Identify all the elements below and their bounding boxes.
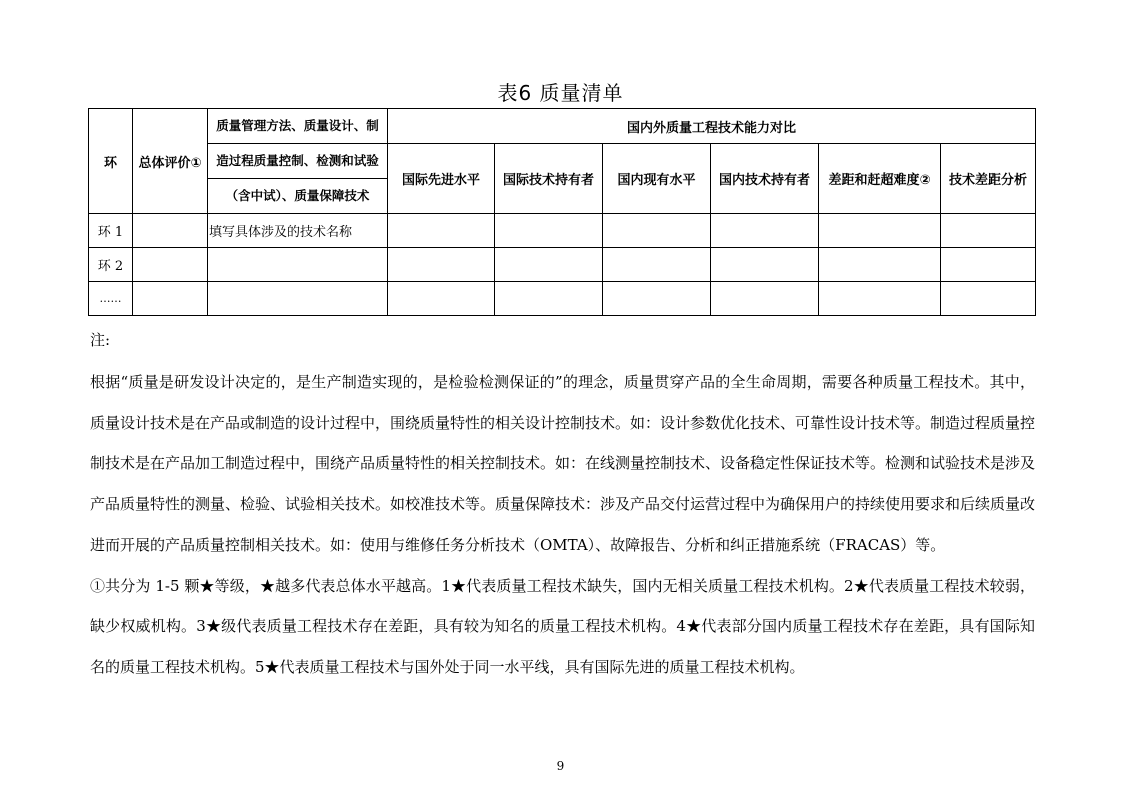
notes-section (90, 322, 1035, 688)
row-cell (711, 282, 819, 316)
row-overall-cell (133, 248, 208, 282)
row-cell (388, 282, 495, 316)
header-intl-tech-holder: 国际技术持有者 (495, 144, 603, 214)
quality-list-table (88, 108, 1036, 316)
row-overall-cell (133, 214, 208, 248)
table-row (89, 282, 1036, 316)
header-domestic-tech-holder: 国内技术持有者 (711, 144, 819, 214)
row-cell (941, 214, 1036, 248)
header-domestic-level: 国内现有水平 (603, 144, 711, 214)
table-title: 表6 质量清单 (497, 81, 624, 105)
header-comparison-group: 国内外质量工程技术能力对比 (388, 109, 1036, 144)
row-cell (941, 282, 1036, 316)
header-intl-advanced-level: 国际先进水平 (388, 144, 495, 214)
row-ring-label: 环 2 (89, 248, 133, 282)
page-number: 9 (556, 759, 565, 773)
row-ring-label: …… (89, 282, 133, 316)
header-gap-analysis: 技术差距分析 (941, 144, 1036, 214)
row-cell (388, 248, 495, 282)
header-method-line3: （含中试）、质量保障技术 (208, 179, 388, 214)
row-cell (711, 214, 819, 248)
header-gap-difficulty: 差距和赶超难度② (819, 144, 941, 214)
header-overall-rating: 总体评价① (133, 109, 208, 214)
row-cell (495, 248, 603, 282)
header-method-line2: 造过程质量控制、检测和试验 (208, 144, 388, 179)
row-cell (603, 214, 711, 248)
table-row (89, 214, 1036, 248)
row-cell (603, 248, 711, 282)
notes-paragraph-star-rating: ①共分为 1-5 颗★等级，★越多代表总体水平越高。1★代表质量工程技术缺失，国内无相关质量工程技术机构。2★代表质量工程技术较弱，缺少权威机构。3★级代表质量工程技术存在差距，具有较为知名的质量工程技术机构。4★代表部分国内质量工程技术存在差距，具有国际知名的质量工程技术机构。5★代表质量工程技术与国外处于同一水平线，具有国际先进的质量工程技术机构。 (90, 576, 1035, 676)
row-method-cell: 填写具体涉及的技术名称 (208, 214, 388, 248)
row-cell (388, 214, 495, 248)
table-row (89, 248, 1036, 282)
row-ring-label: 环 1 (89, 214, 133, 248)
row-cell (495, 282, 603, 316)
row-cell (819, 214, 941, 248)
row-cell (711, 248, 819, 282)
row-method-cell (208, 282, 388, 316)
row-cell (819, 282, 941, 316)
row-method-cell (208, 248, 388, 282)
header-method-line1: 质量管理方法、质量设计、制 (208, 109, 388, 144)
row-cell (941, 248, 1036, 282)
header-ring: 环 (89, 109, 133, 214)
row-cell (819, 248, 941, 282)
row-overall-cell (133, 282, 208, 316)
row-cell (495, 214, 603, 248)
notes-label: 注: (90, 331, 111, 349)
notes-paragraph-quality-techniques: 根据“质量是研发设计决定的，是生产制造实现的，是检验检测保证的”的理念，质量贯穿产品的全生命周期，需要各种质量工程技术。其中，质量设计技术是在产品或制造的设计过程中，围绕质量特性的相关设计控制技术。如：设计参数优化技术、可靠性设计技术等。制造过程质量控制技术是在产品加工制造过程中，围绕产品质量特性的相关控制技术。如：在线测量控制技术、设备稳定性保证技术等。检测和试验技术是涉及产品质量特性的测量、检验、试验相关技术。如校准技术等。质量保障技术：涉及产品交付运营过程中为确保用户的持续使用要求和后续质量改进而开展的产品质量控制相关技术。如：使用与维修任务分析技术（OMTA）、故障报告、分析和纠正措施系统（FRACAS）等。 (90, 373, 1036, 554)
row-cell (603, 282, 711, 316)
